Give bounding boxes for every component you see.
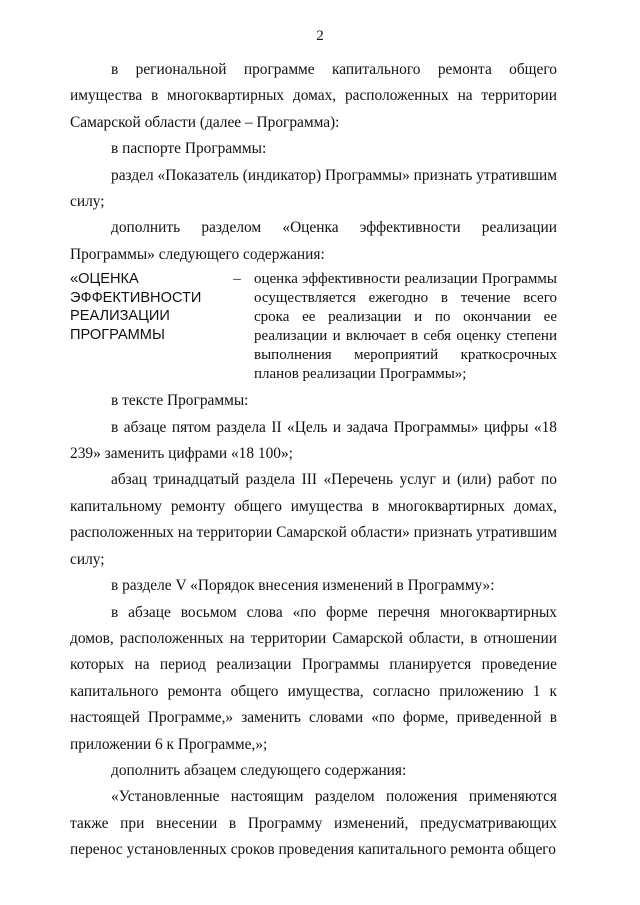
paragraph: в разделе V «Порядок внесения изменений в Программу»:: [111, 577, 495, 595]
section-dash: –: [233, 271, 241, 288]
section-heading-line: ПРОГРАММЫ: [70, 327, 165, 344]
document-body: [70, 57, 557, 864]
paragraph: дополнить разделом «Оценка эффективности реализации Программы» следующего содержания:: [70, 219, 557, 263]
paragraph: в паспорте Программы:: [111, 140, 267, 158]
section-description: оценка эффективности реализации Программы осуществляется ежегодно в течение всего срока ее реализации и по окончании ее реализации и включает в себя оценку степени выполнения мероприятий краткосрочных планов реализации Программы»;: [254, 271, 557, 383]
paragraph: абзац тринадцатый раздела III «Перечень услуг и (или) работ по капитальному ремонту общего имущества в многоквартирных домах, расположенных на территории Самарской области» признать утратившим силу;: [70, 471, 557, 568]
paragraph: в абзаце восьмом слова «по форме перечня многоквартирных домов, расположенных на территории Самарской области, в отношении которых на период реализации Программы планируется проведение капитального ремонта общего имущества, согласно приложению 1 к настоящей Программе,» заменить словами «по форме, приведенной в приложении 6 к Программе,»;: [70, 603, 557, 753]
section-heading-line: «ОЦЕНКА: [70, 271, 139, 288]
section-heading-line: РЕАЛИЗАЦИИ: [70, 308, 170, 325]
paragraph: дополнить абзацем следующего содержания:: [111, 761, 407, 779]
paragraph: «Установленные настоящим разделом положения применяются также при внесении в Программу изменений, предусматривающих перенос установленных сроков проведения капитального ремонта общего: [70, 788, 557, 859]
page-number: 2: [316, 28, 324, 44]
paragraph: раздел «Показатель (индикатор) Программы» признать утратившим силу;: [70, 166, 557, 211]
section-heading: [70, 270, 220, 384]
paragraph: в абзаце пятом раздела II «Цель и задача Программы» цифры «18 239» заменить цифрами «18 100»;: [70, 418, 557, 463]
paragraph: в региональной программе капитального ремонта общего имущества в многоквартирных домах, расположенных на территории Самарской области (далее – Программа):: [70, 61, 557, 131]
paragraph: в тексте Программы:: [111, 392, 249, 410]
passport-section-entry: [70, 270, 557, 384]
section-heading-line: ЭФФЕКТИВНОСТИ: [70, 289, 202, 306]
